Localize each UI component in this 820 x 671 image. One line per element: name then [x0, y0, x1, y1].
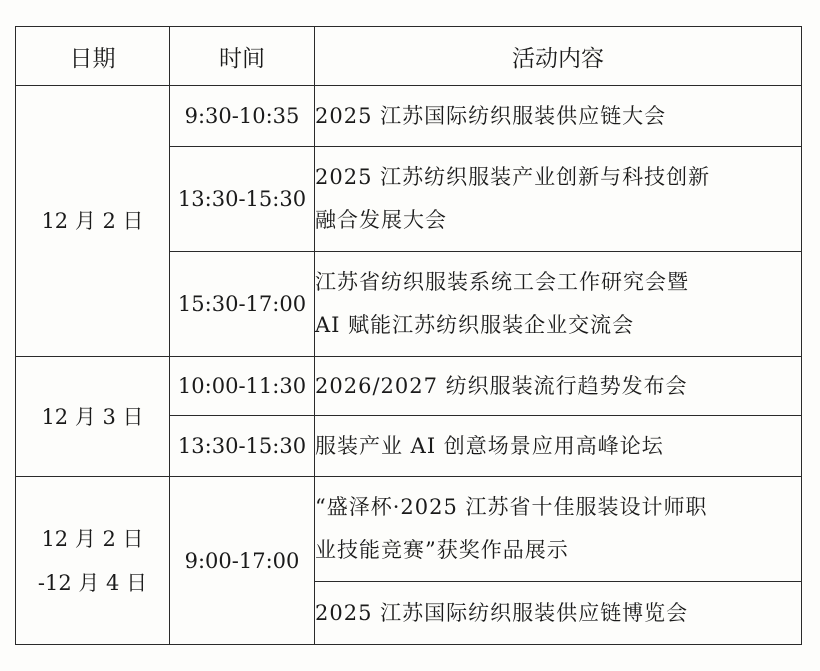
activity-cell	[315, 416, 802, 477]
activity-text: 2026/2027 纺织服装流行趋势发布会	[315, 373, 688, 398]
activity-cell	[315, 86, 802, 147]
header-date: 日期	[16, 27, 170, 86]
activity-text: “盛泽杯·2025 江苏省十佳服装设计师职	[315, 495, 708, 519]
time-cell: 13:30-15:30	[170, 416, 315, 477]
activity-cell	[315, 147, 802, 252]
date-text: -12 月 4 日	[37, 570, 148, 595]
table-row	[16, 477, 802, 582]
activity-text: 江苏省纺织服装系统工会工作研究会暨	[315, 270, 689, 294]
time-cell: 9:30-10:35	[170, 86, 315, 147]
time-cell: 13:30-15:30	[170, 147, 315, 252]
activity-text: 2025 江苏纺织服装产业创新与科技创新	[315, 165, 711, 189]
time-cell: 15:30-17:00	[170, 252, 315, 357]
schedule-table	[15, 26, 802, 645]
time-cell: 9:00-17:00	[170, 477, 315, 645]
activity-text: 2025 江苏国际纺织服装供应链大会	[315, 103, 667, 128]
header-row	[16, 27, 802, 86]
activity-text: 2025 江苏国际纺织服装供应链博览会	[315, 600, 689, 625]
activity-cell	[315, 477, 802, 582]
time-cell: 10:00-11:30	[170, 357, 315, 416]
activity-text: 业技能竞赛”获奖作品展示	[315, 538, 569, 562]
header-time: 时间	[170, 27, 315, 86]
table-row	[16, 86, 802, 147]
date-text: 12 月 2 日	[41, 526, 144, 551]
date-cell	[16, 357, 170, 477]
activity-cell	[315, 357, 802, 416]
activity-text: 服装产业 AI 创意场景应用高峰论坛	[315, 433, 664, 458]
activity-text: AI 赋能江苏纺织服装企业交流会	[315, 313, 635, 337]
date-cell	[16, 86, 170, 357]
header-activity: 活动内容	[315, 27, 802, 86]
activity-text: 融合发展大会	[315, 208, 447, 232]
table-row	[16, 357, 802, 416]
activity-cell	[315, 252, 802, 357]
activity-cell	[315, 582, 802, 645]
date-text: 12 月 2 日	[41, 209, 144, 233]
date-text: 12 月 3 日	[41, 404, 144, 429]
date-cell	[16, 477, 170, 645]
